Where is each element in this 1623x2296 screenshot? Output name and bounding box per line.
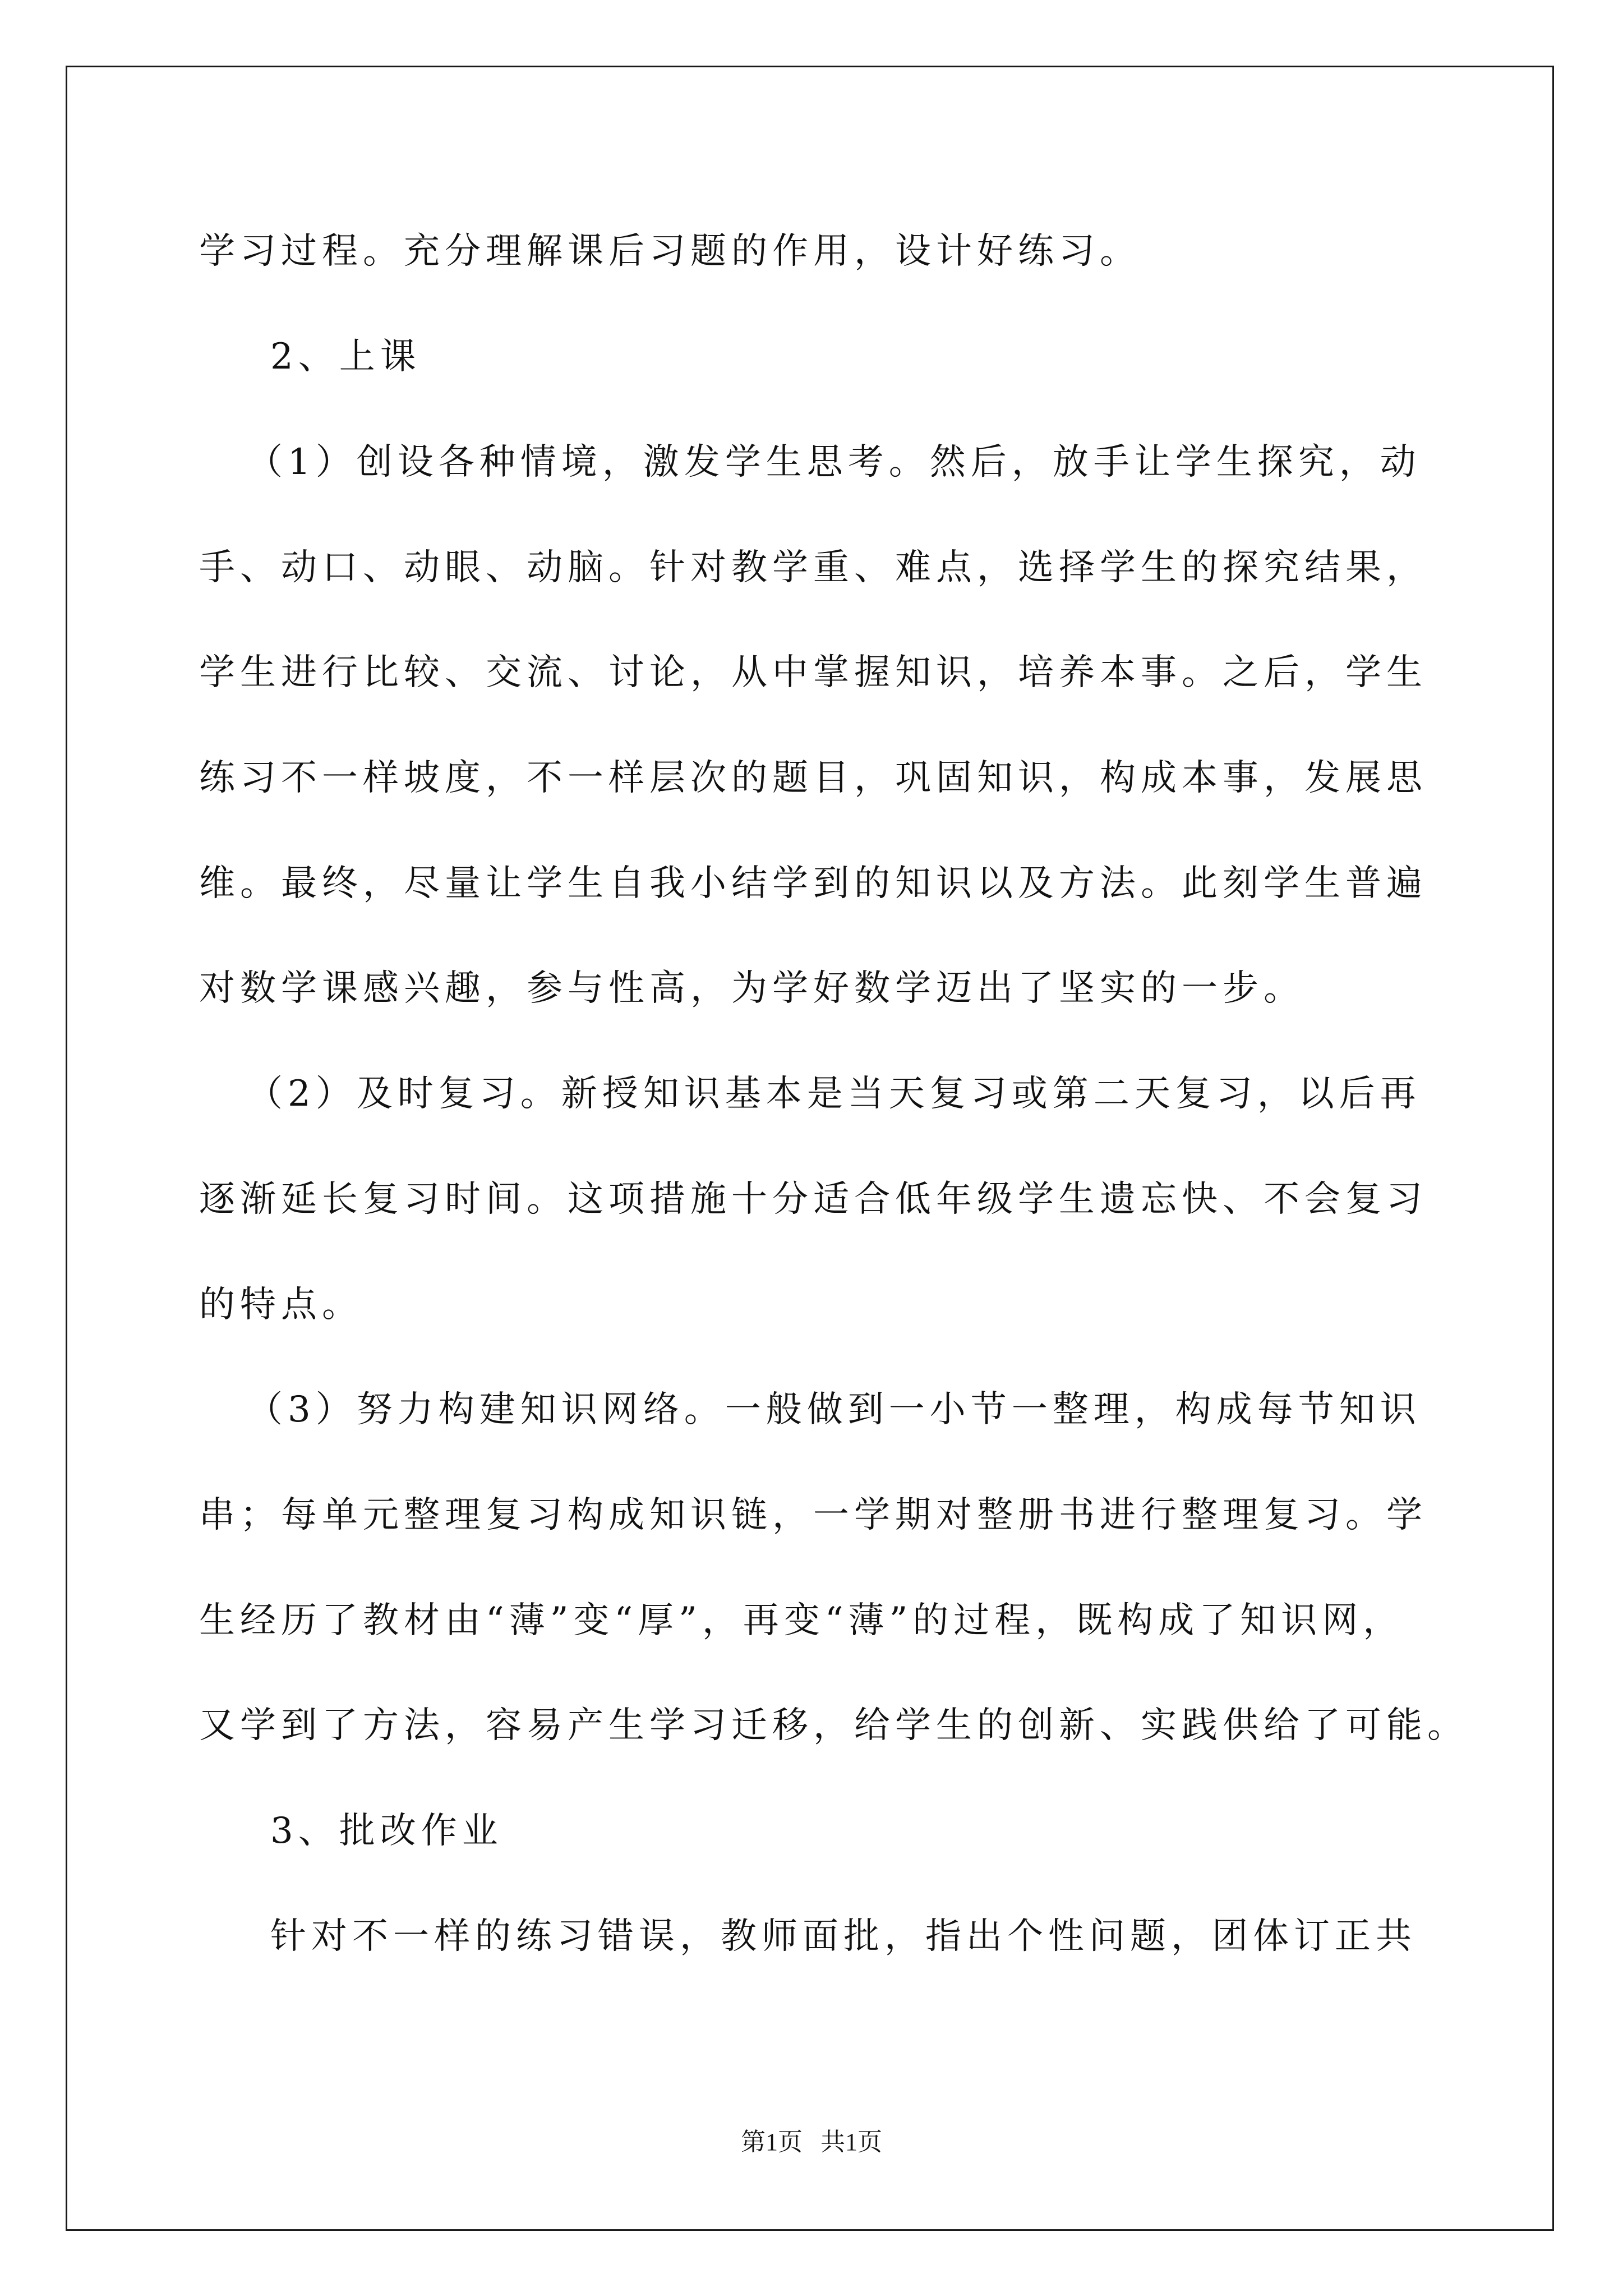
text-line: 学生进行比较、交流、讨论，从中掌握知识，培养本事。之后，学生 bbox=[199, 652, 1427, 693]
text-line: 的特点。 bbox=[199, 1284, 363, 1326]
text-line: 生经历了教材由“薄”变“厚”，再变“薄”的过程，既构成了知识网， bbox=[199, 1600, 1404, 1641]
page-number: 第1页 bbox=[741, 2128, 803, 2156]
text-line: （3）努力构建知识网络。一般做到一小节一整理，构成每节知识 bbox=[247, 1389, 1421, 1430]
text-line: （1）创设各种情境，激发学生思考。然后，放手让学生探究，动 bbox=[247, 441, 1421, 483]
text-line: 维。最终，尽量让学生自我小结学到的知识以及方法。此刻学生普遍 bbox=[199, 863, 1427, 904]
section-heading: 3、批改作业 bbox=[270, 1810, 503, 1852]
text-line: 逐渐延长复习时间。这项措施十分适合低年级学生遗忘快、不会复习 bbox=[199, 1179, 1427, 1220]
text-line: 针对不一样的练习错误，教师面批，指出个性问题，团体订正共 bbox=[270, 1916, 1417, 1957]
text-line: 学习过程。充分理解课后习题的作用，设计好练习。 bbox=[199, 231, 1141, 272]
page-footer bbox=[0, 2127, 1623, 2157]
page-total: 共1页 bbox=[820, 2128, 882, 2156]
text-line: 对数学课感兴趣，参与性高，为学好数学迈出了坚实的一步。 bbox=[199, 968, 1304, 1009]
text-line: 手、动口、动眼、动脑。针对教学重、难点，选择学生的探究结果， bbox=[199, 547, 1427, 588]
text-line: （2）及时复习。新授知识基本是当天复习或第二天复习，以后再 bbox=[247, 1073, 1421, 1115]
text-line: 练习不一样坡度，不一样层次的题目，巩固知识，构成本事，发展思 bbox=[199, 757, 1427, 799]
page-border bbox=[66, 66, 1554, 2231]
text-line: 串；每单元整理复习构成知识链，一学期对整册书进行整理复习。学 bbox=[199, 1494, 1427, 1536]
section-heading: 2、上课 bbox=[270, 336, 421, 378]
text-line: 又学到了方法，容易产生学习迁移，给学生的创新、实践供给了可能。 bbox=[199, 1705, 1468, 1746]
